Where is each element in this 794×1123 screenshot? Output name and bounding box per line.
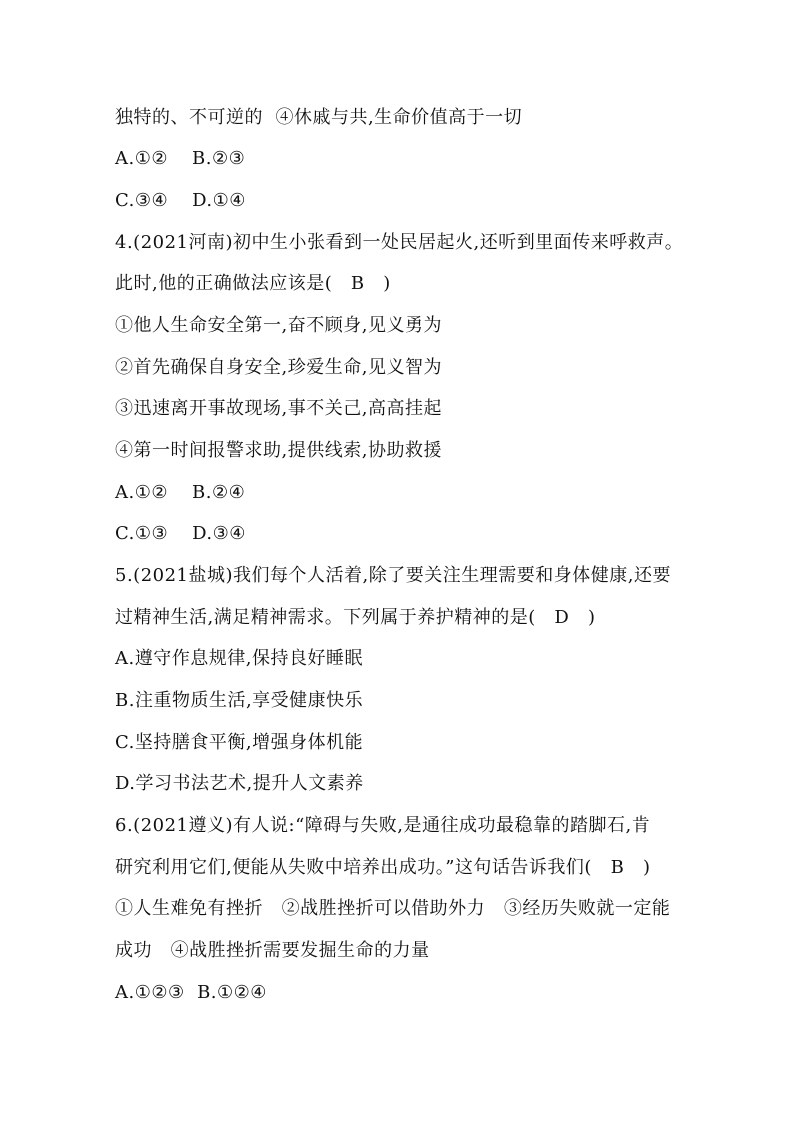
- q6-option-line-1: ①人生难免有挫折 ②战胜挫折可以借助外力 ③经历失败就一定能: [115, 898, 671, 919]
- q3-choice-a: A.①②: [115, 148, 168, 169]
- q6-option-line-2: 成功 ④战胜挫折需要发掘生命的力量: [115, 940, 430, 961]
- q5-stem-line-2: 过精神生活,满足精神需求。下列属于养护精神的是( D ): [115, 607, 596, 628]
- q5-choice-a: A.遵守作息规律,保持良好睡眠: [115, 648, 363, 669]
- q4-stem-line-2: 此时,他的正确做法应该是( B ): [115, 273, 391, 294]
- q3-answer-row-1: [115, 147, 245, 171]
- q4-option-3: ③迅速离开事故现场,事不关己,高高挂起: [115, 398, 442, 419]
- q4-stem-line-1: 4.(2021河南)初中生小张看到一处民居起火,还听到里面传来呼救声。: [115, 232, 684, 253]
- q3-answer-row-2: [115, 189, 246, 213]
- q4-answer-row-2: [115, 522, 246, 546]
- q4-option-4: ④第一时间报警求助,提供线索,协助救援: [115, 440, 442, 461]
- q4-choice-b: B.②④: [192, 482, 246, 503]
- q6-stem-line-1: 6.(2021遵义)有人说:“障碍与失败,是通往成功最稳靠的踏脚石,肯: [115, 815, 651, 836]
- q4-option-1: ①他人生命安全第一,奋不顾身,见义勇为: [115, 315, 442, 336]
- q5-choice-c: C.坚持膳食平衡,增强身体机能: [115, 732, 364, 753]
- q5-stem-line-1: 5.(2021盐城)我们每个人活着,除了要关注生理需要和身体健康,还要: [115, 565, 671, 586]
- q4-choice-a: A.①②: [115, 482, 168, 503]
- q6-stem-line-2: 研究利用它们,便能从失败中培养出成功。”这句话告诉我们( B ): [115, 857, 651, 878]
- q4-choice-d: D.③④: [192, 523, 246, 544]
- q3-option-continuation: 独特的、不可逆的 ④休戚与共,生命价值高于一切: [115, 107, 523, 128]
- q3-choice-c: C.③④: [115, 190, 169, 211]
- q4-choice-c: C.①③: [115, 523, 169, 544]
- q3-choice-d: D.①④: [192, 190, 246, 211]
- q4-option-2: ②首先确保自身安全,珍爱生命,见义智为: [115, 357, 442, 378]
- q6-answer-row-1: A.①②③ B.①②④: [115, 982, 267, 1003]
- q5-choice-d: D.学习书法艺术,提升人文素养: [115, 773, 364, 794]
- q3-choice-b: B.②③: [192, 148, 246, 169]
- q5-choice-b: B.注重物质生活,享受健康快乐: [115, 690, 364, 711]
- q4-answer-row-1: [115, 481, 245, 505]
